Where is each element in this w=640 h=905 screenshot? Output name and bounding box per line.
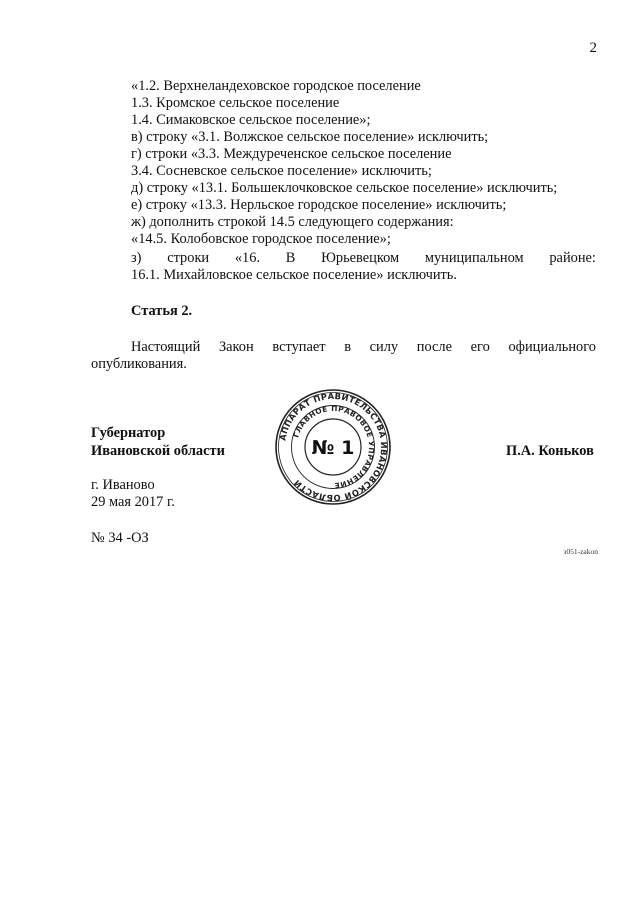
article-line1 bbox=[131, 339, 596, 356]
signatory-name: П.А. Коньков bbox=[506, 443, 594, 459]
page-number: 2 bbox=[589, 40, 597, 56]
official-stamp bbox=[274, 388, 392, 506]
item-z-line2: 16.1. Михайловское сельское поселение» исключить. bbox=[131, 267, 457, 283]
word: силу bbox=[369, 339, 399, 355]
list-line: в) строку «3.1. Волжское сельское поселение» исключить; bbox=[131, 129, 489, 145]
signatory-title: Губернатор bbox=[91, 425, 166, 441]
item-z-line1 bbox=[131, 250, 596, 267]
word: «16. bbox=[234, 250, 261, 266]
word: в bbox=[344, 339, 351, 355]
word: Юрьевецком bbox=[321, 250, 400, 266]
word: строки bbox=[167, 250, 210, 266]
stamp-outer-text: АППАРАТ ПРАВИТЕЛЬСТВА ИВАНОВСКОЙ ОБЛАСТИ bbox=[277, 390, 390, 504]
word: вступает bbox=[272, 339, 326, 355]
place: г. Иваново bbox=[91, 477, 155, 493]
word: Закон bbox=[218, 339, 254, 355]
word: Настоящий bbox=[131, 339, 201, 355]
word: его bbox=[470, 339, 490, 355]
file-tag: з051-zakon bbox=[563, 547, 598, 556]
list-line: ж) дополнить строкой 14.5 следующего содержания: bbox=[131, 214, 454, 230]
list-line: г) строки «3.3. Междуреченское сельское поселение bbox=[131, 146, 452, 162]
list-line: 1.3. Кромское сельское поселение bbox=[131, 95, 340, 111]
word: после bbox=[416, 339, 452, 355]
article-line2: опубликования. bbox=[91, 356, 187, 372]
law-number: № 34 -ОЗ bbox=[91, 530, 149, 546]
list-line: е) строку «13.3. Нерльское городское поселение» исключить; bbox=[131, 197, 507, 213]
word: муниципальном bbox=[424, 250, 524, 266]
list-line: «1.2. Верхнеландеховское городское поселение bbox=[131, 78, 421, 94]
list-line: «14.5. Колобовское городское поселение»; bbox=[131, 231, 391, 247]
signatory-region: Ивановской области bbox=[91, 443, 225, 459]
word: з) bbox=[131, 250, 142, 266]
word: районе: bbox=[549, 250, 596, 266]
list-line: д) строку «13.1. Большеклочковское сельское поселение» исключить; bbox=[131, 180, 558, 196]
date: 29 мая 2017 г. bbox=[91, 494, 175, 510]
word: официального bbox=[508, 339, 596, 355]
stamp-center-text: № 1 bbox=[311, 437, 355, 459]
word: В bbox=[285, 250, 296, 266]
article-title: Статья 2. bbox=[131, 303, 193, 319]
list-line: 3.4. Сосневское сельское поселение» исключить; bbox=[131, 163, 432, 179]
list-line: 1.4. Симаковское сельское поселение»; bbox=[131, 112, 371, 128]
stamp-inner-text: ГЛАВНОЕ ПРАВОВОЕ УПРАВЛЕНИЕ bbox=[291, 403, 377, 491]
